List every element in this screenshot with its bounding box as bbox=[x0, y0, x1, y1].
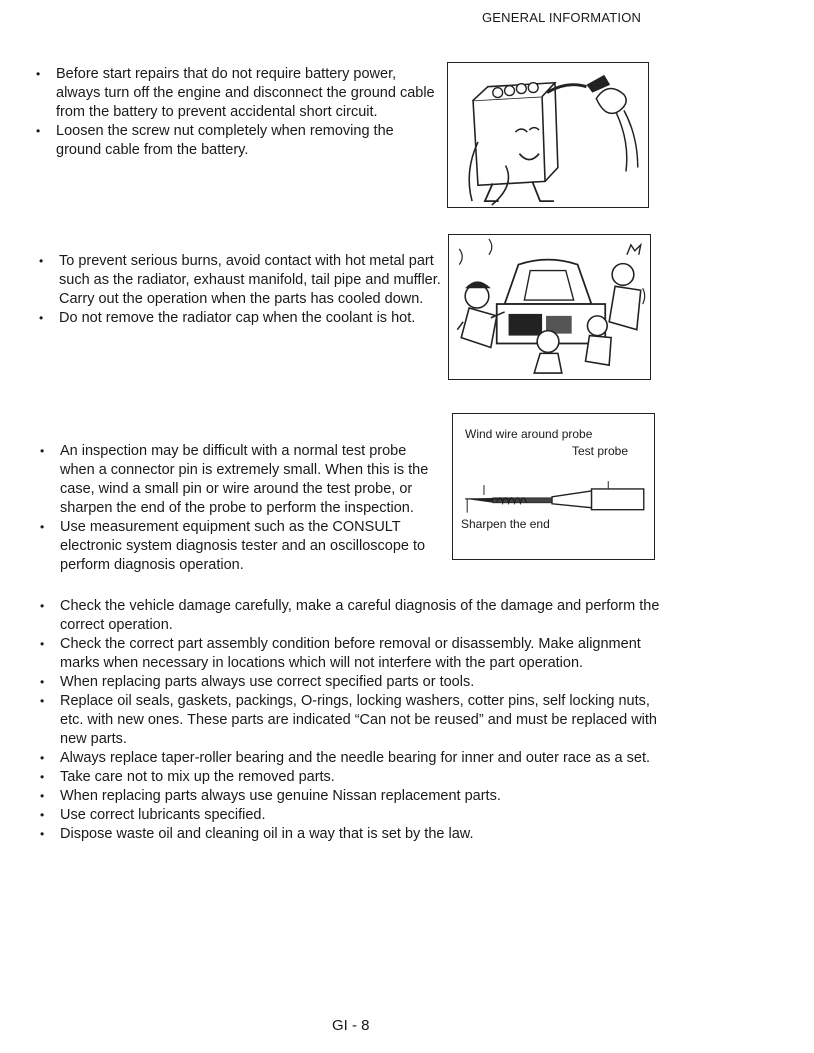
general-bullet-list bbox=[38, 597, 660, 844]
list-item: • Check the vehicle damage carefully, make a careful diagnosis of the damage and perform the correct operation. bbox=[38, 597, 660, 635]
wind-wire-label: Wind wire around probe bbox=[465, 427, 593, 441]
list-item: • Use measurement equipment such as the CONSULT electronic system diagnosis tester and an oscilloscope to perform diagnosis operation. bbox=[38, 518, 444, 575]
test-probe-illustration bbox=[452, 413, 655, 560]
list-item: • When replacing parts always use correct specified parts or tools. bbox=[38, 673, 660, 692]
section-header: GENERAL INFORMATION bbox=[482, 10, 642, 25]
test-probe-label: Test probe bbox=[572, 444, 629, 458]
list-item: • Loosen the screw nut completely when removing the ground cable from the battery. bbox=[34, 122, 436, 160]
list-item: • Do not remove the radiator cap when the coolant is hot. bbox=[37, 309, 443, 328]
list-item: • Replace oil seals, gaskets, packings, O-rings, locking washers, cotter pins, self locking nuts, etc. with new ones. These parts are indicated “Can not be reused” and must be replaced with new parts. bbox=[38, 692, 660, 749]
mechanics-cartoon-icon bbox=[449, 235, 650, 379]
list-item: • An inspection may be difficult with a normal test probe when a connector pin is extremely small. When this is the case, wind a small pin or wire around the test probe, or sharpen the end of the probe to perform the inspection. bbox=[38, 442, 444, 518]
list-item: • Check the correct part assembly condition before removal or disassembly. Make alignment marks when necessary in locations which will not interfere with the part operation. bbox=[38, 635, 660, 673]
probe-diagram-icon bbox=[453, 414, 654, 559]
list-item: • Always replace taper-roller bearing and the needle bearing for inner and outer race as a set. bbox=[38, 749, 660, 768]
list-item: • Take care not to mix up the removed parts. bbox=[38, 768, 660, 787]
page-number: GI - 8 bbox=[332, 1017, 370, 1034]
sharpen-end-label: Sharpen the end bbox=[461, 517, 550, 531]
battery-bullet-list bbox=[34, 65, 436, 160]
burns-bullet-list bbox=[37, 252, 443, 328]
hot-engine-illustration bbox=[448, 234, 651, 380]
list-item: • Before start repairs that do not require battery power, always turn off the engine and disconnect the ground cable from the battery to prevent accidental short circuit. bbox=[34, 65, 436, 122]
battery-illustration bbox=[447, 62, 649, 208]
list-item: • Use correct lubricants specified. bbox=[38, 806, 660, 825]
list-item: • Dispose waste oil and cleaning oil in a way that is set by the law. bbox=[38, 825, 660, 844]
list-item: • When replacing parts always use genuine Nissan replacement parts. bbox=[38, 787, 660, 806]
list-item: • To prevent serious burns, avoid contact with hot metal part such as the radiator, exhaust manifold, tail pipe and muffler. Carry out the operation when the parts has cooled down. bbox=[37, 252, 443, 309]
probe-bullet-list bbox=[38, 442, 444, 575]
battery-cartoon-icon bbox=[448, 63, 648, 207]
